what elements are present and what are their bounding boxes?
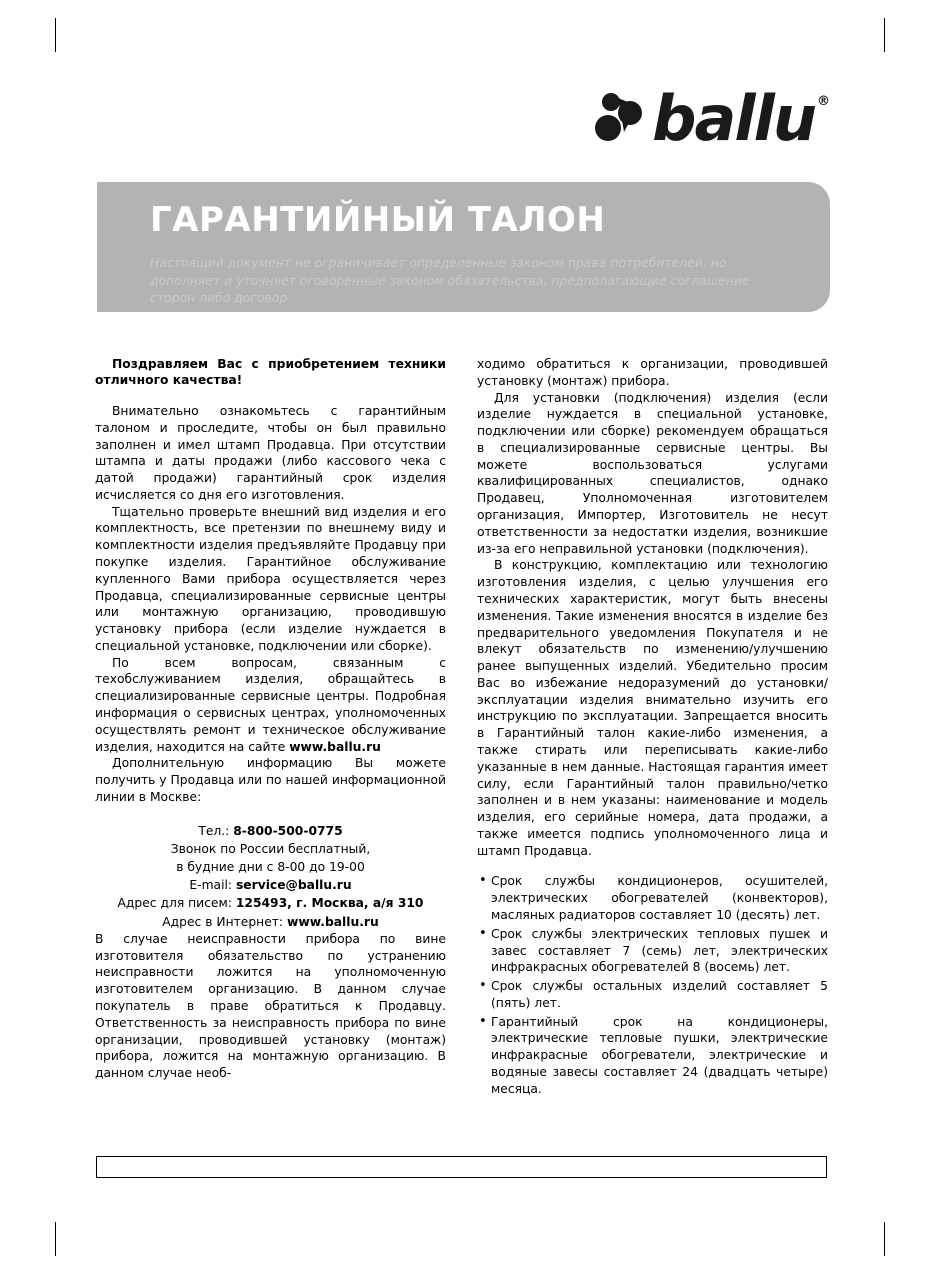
paragraph-left-1: Внимательно ознакомьтесь с гарантийным талоном и проследите, чтобы он был правильно заполнен и имел штамп Продавца. При отсутствии штампа и даты продажи (либо кассового чека с датой продажи) гарантийный срок изделия исчисляется со дня его изготовления. bbox=[95, 403, 446, 502]
paragraph-left-2: Тщательно проверьте внешний вид изделия и его комплектность, все претензии по внешнему виду и комплектности изделия предъявляйте Продавцу при покупке изделия. Гарантийное обслуживание купленного Вами прибора осуществляется через Продавца, специализированные сервисные центры или монтажную организацию, проводившую установку прибора (если изделие нуждается в специальной установке, подключении или сборке). bbox=[95, 504, 446, 653]
list-item: • Срок службы электрических тепловых пушек и завес составляет 7 (семь) лет, электрических инфракрасных обогревателей 8 (восемь) лет. bbox=[477, 926, 828, 976]
crop-mark-bottom-right bbox=[884, 1222, 885, 1256]
email-value[interactable]: service@ballu.ru bbox=[235, 878, 352, 893]
list-item: • Срок службы кондиционеров, осушителей, электрических обогревателей (конвекторов), масляных радиаторов составляет 10 (десять) лет. bbox=[477, 873, 828, 923]
contact-block bbox=[95, 822, 446, 931]
list-item: • Гарантийный срок на кондиционеры, электрические тепловые пушки, электрические инфракрасные обогреватели, электрические и водяные завесы составляет 24 (двадцать четыре) месяца. bbox=[477, 1014, 828, 1098]
web-value[interactable]: www.ballu.ru bbox=[286, 914, 379, 929]
brand-wordmark: ballu bbox=[652, 82, 815, 155]
banner-subtitle: Настоящий документ не ограничивает определенные законом права потребителей, но дополняет и уточняет оговоренные законом обязательства, предполагающие соглашение сторон либо договор bbox=[150, 255, 750, 306]
list-item: • Срок службы остальных изделий составляет 5 (пять) лет. bbox=[477, 978, 828, 1012]
brand-logo bbox=[594, 82, 830, 155]
phone-value: 8-800-500-0775 bbox=[233, 823, 343, 838]
email-label: E-mail: bbox=[189, 878, 236, 893]
post-value: 125493, г. Москва, а/я 310 bbox=[235, 896, 424, 911]
web-label: Адрес в Интернет: bbox=[162, 914, 287, 929]
ballu-mark-icon bbox=[594, 88, 648, 150]
post-label: Адрес для писем: bbox=[117, 896, 236, 911]
right-text-column bbox=[477, 356, 828, 1100]
paragraph-right-1: ходимо обратиться к организации, проводившей установку (монтаж) прибора. bbox=[477, 357, 828, 388]
registered-mark: ® bbox=[817, 94, 830, 109]
paragraph-left-4: Дополнительную информацию Вы можете получить у Продавца или по нашей информационной линии в Москве: bbox=[95, 756, 446, 804]
paragraph-right-3: В конструкцию, комплектацию или технологию изготовления изделия, с целью улучшения его технических характеристик, могут быть внесены изменения. Такие изменения вносятся в изделие без предварительного уведомления Покупателя и не влекут обязательств по изменению/улучшению ранее выпущенных изделий. Убедительно просим Вас во избежание недоразумений до установки/эксплуатации изделия внимательно изучить его инструкцию по эксплуатации. Запрещается вносить в Гарантийный талон какие-либо изменения, а также стирать или переписывать какие-либо указанные в нем данные. Настоящая гарантия имеет силу, если Гарантийный талон правильно/четко заполнен и в нем указаны: наименование и модель изделия, его серийные номера, дата продажи, а также имеется подпись уполномоченного лица и штамп Продавца. bbox=[477, 558, 828, 858]
paragraph-right-2: Для установки (подключения) изделия (если изделие нуждается в специальной установке, подключении или сборке) рекомендуем обращаться в специализированные сервисные центры. Вы можете воспользоваться услугами квалифицированных специалистов, однако Продавец, Уполномоченная изготовителем организация, Импортер, Изготовитель не несут ответственности за недостатки изделия, возникшие из-за его неправильной установки (подключения). bbox=[477, 390, 828, 556]
left-text-column bbox=[95, 356, 446, 1082]
web-address-row bbox=[95, 913, 446, 931]
post-address-row bbox=[95, 894, 446, 912]
crop-mark-top-left bbox=[55, 18, 56, 52]
page-title: ГАРАНТИЙНЫЙ ТАЛОН bbox=[150, 200, 606, 240]
phone-row bbox=[95, 822, 446, 840]
website-link[interactable]: www.ballu.ru bbox=[289, 739, 381, 754]
phone-label: Тел.: bbox=[198, 823, 234, 838]
paragraph-left-3-text: По всем вопросам, связанным с техобслуживанием изделия, обращайтесь в специализированные сервисные центры. Подробная информация о сервисных центрах, уполномоченных осуществлять ремонт и техническое обслуживание изделия, находится на сайте bbox=[95, 655, 446, 754]
title-banner bbox=[97, 182, 830, 312]
lead-paragraph: Поздравляем Вас с приобретением техники отличного качества! bbox=[95, 357, 446, 388]
email-row bbox=[95, 876, 446, 894]
paragraph-left-3 bbox=[95, 655, 446, 756]
paragraph-left-5: В случае неисправности прибора по вине изготовителя обязательство по устранению неисправности ложится на уполномоченную изготовителем организацию. В данном случае покупатель в праве обратиться к Продавцу. Ответственность за неисправность прибора по вине организации, проводившей установку (монтаж) прибора, ложится на монтажную организацию. В данном случае необ- bbox=[95, 931, 446, 1081]
free-call-line-1: Звонок по России бесплатный, bbox=[170, 841, 371, 856]
footer-stamp-box bbox=[96, 1156, 827, 1178]
free-call-line-2: в будние дни с 8-00 до 19-00 bbox=[176, 860, 365, 875]
crop-mark-top-right bbox=[884, 18, 885, 52]
service-life-list bbox=[477, 873, 828, 1097]
crop-mark-bottom-left bbox=[55, 1222, 56, 1256]
